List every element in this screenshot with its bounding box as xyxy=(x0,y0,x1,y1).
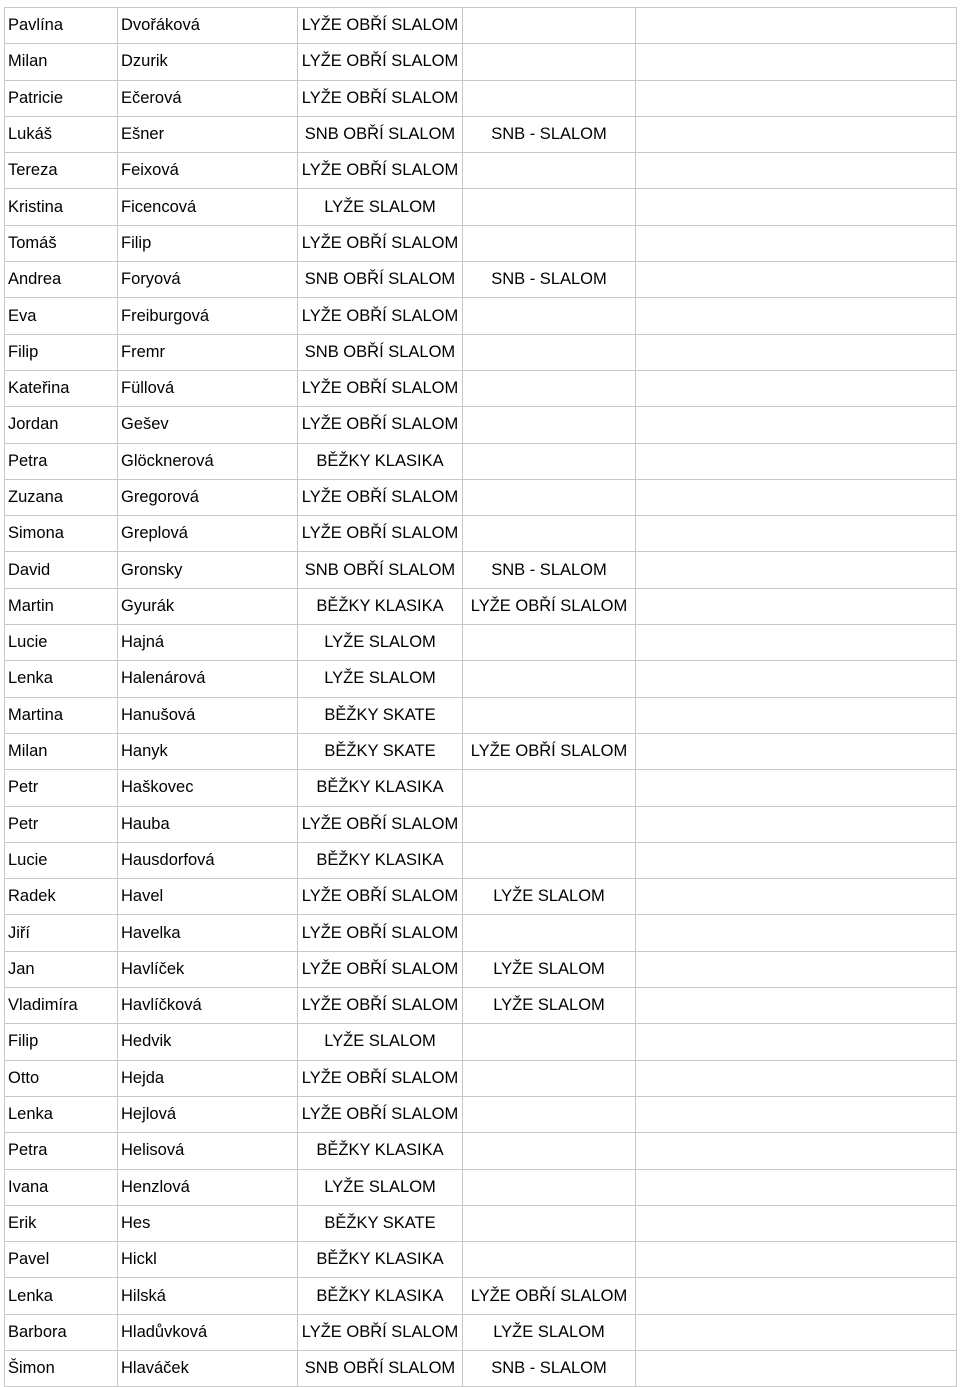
first-name-cell: Eva xyxy=(5,298,118,334)
last-name-cell: Glöcknerová xyxy=(118,443,298,479)
last-name-cell: Hausdorfová xyxy=(118,842,298,878)
empty-cell xyxy=(636,661,957,697)
primary-sport-cell: LYŽE OBŘÍ SLALOM xyxy=(298,951,463,987)
last-name-cell: Havlíčková xyxy=(118,988,298,1024)
empty-cell xyxy=(636,1133,957,1169)
primary-sport-cell: BĚŽKY KLASIKA xyxy=(298,1133,463,1169)
empty-cell xyxy=(636,262,957,298)
table-row xyxy=(5,80,957,116)
primary-sport-cell: BĚŽKY KLASIKA xyxy=(298,1278,463,1314)
primary-sport-cell: LYŽE OBŘÍ SLALOM xyxy=(298,153,463,189)
empty-cell xyxy=(636,8,957,44)
primary-sport-cell: LYŽE OBŘÍ SLALOM xyxy=(298,988,463,1024)
empty-cell xyxy=(636,770,957,806)
table-row xyxy=(5,915,957,951)
primary-sport-cell: LYŽE OBŘÍ SLALOM xyxy=(298,806,463,842)
table-row xyxy=(5,479,957,515)
secondary-sport-cell: LYŽE OBŘÍ SLALOM xyxy=(463,588,636,624)
empty-cell xyxy=(636,988,957,1024)
first-name-cell: Simona xyxy=(5,516,118,552)
last-name-cell: Haškovec xyxy=(118,770,298,806)
last-name-cell: Hanušová xyxy=(118,697,298,733)
table-row xyxy=(5,153,957,189)
last-name-cell: Helisová xyxy=(118,1133,298,1169)
primary-sport-cell: SNB OBŘÍ SLALOM xyxy=(298,116,463,152)
last-name-cell: Hejlová xyxy=(118,1096,298,1132)
empty-cell xyxy=(636,1314,957,1350)
last-name-cell: Füllová xyxy=(118,370,298,406)
last-name-cell: Feixová xyxy=(118,153,298,189)
table-row xyxy=(5,733,957,769)
first-name-cell: Lucie xyxy=(5,625,118,661)
secondary-sport-cell: SNB - SLALOM xyxy=(463,1350,636,1386)
table-row xyxy=(5,516,957,552)
first-name-cell: Šimon xyxy=(5,1350,118,1386)
secondary-sport-cell xyxy=(463,407,636,443)
secondary-sport-cell: LYŽE OBŘÍ SLALOM xyxy=(463,1278,636,1314)
secondary-sport-cell xyxy=(463,806,636,842)
first-name-cell: Otto xyxy=(5,1060,118,1096)
primary-sport-cell: SNB OBŘÍ SLALOM xyxy=(298,334,463,370)
table-body xyxy=(5,8,957,1387)
first-name-cell: Petra xyxy=(5,443,118,479)
first-name-cell: Tomáš xyxy=(5,225,118,261)
table-row xyxy=(5,1278,957,1314)
first-name-cell: Pavlína xyxy=(5,8,118,44)
empty-cell xyxy=(636,1060,957,1096)
table-row xyxy=(5,1024,957,1060)
table-row xyxy=(5,262,957,298)
first-name-cell: Filip xyxy=(5,334,118,370)
last-name-cell: Gregorová xyxy=(118,479,298,515)
table-row xyxy=(5,1169,957,1205)
primary-sport-cell: BĚŽKY KLASIKA xyxy=(298,842,463,878)
table-row xyxy=(5,697,957,733)
first-name-cell: Erik xyxy=(5,1205,118,1241)
empty-cell xyxy=(636,1205,957,1241)
primary-sport-cell: LYŽE OBŘÍ SLALOM xyxy=(298,8,463,44)
last-name-cell: Havelka xyxy=(118,915,298,951)
last-name-cell: Dvořáková xyxy=(118,8,298,44)
table-row xyxy=(5,842,957,878)
primary-sport-cell: LYŽE OBŘÍ SLALOM xyxy=(298,44,463,80)
first-name-cell: Jordan xyxy=(5,407,118,443)
empty-cell xyxy=(636,80,957,116)
first-name-cell: Pavel xyxy=(5,1242,118,1278)
secondary-sport-cell xyxy=(463,1024,636,1060)
first-name-cell: Patricie xyxy=(5,80,118,116)
table-row xyxy=(5,770,957,806)
secondary-sport-cell xyxy=(463,443,636,479)
table-row xyxy=(5,552,957,588)
table-row xyxy=(5,407,957,443)
last-name-cell: Foryová xyxy=(118,262,298,298)
empty-cell xyxy=(636,806,957,842)
first-name-cell: Milan xyxy=(5,733,118,769)
table-row xyxy=(5,334,957,370)
secondary-sport-cell xyxy=(463,44,636,80)
last-name-cell: Ficencová xyxy=(118,189,298,225)
first-name-cell: Jiří xyxy=(5,915,118,951)
secondary-sport-cell xyxy=(463,1096,636,1132)
first-name-cell: Lucie xyxy=(5,842,118,878)
table-row xyxy=(5,44,957,80)
secondary-sport-cell: LYŽE SLALOM xyxy=(463,988,636,1024)
first-name-cell: Lenka xyxy=(5,1278,118,1314)
first-name-cell: Martina xyxy=(5,697,118,733)
empty-cell xyxy=(636,516,957,552)
empty-cell xyxy=(636,298,957,334)
table-row xyxy=(5,1350,957,1386)
primary-sport-cell: LYŽE SLALOM xyxy=(298,189,463,225)
secondary-sport-cell xyxy=(463,370,636,406)
primary-sport-cell: LYŽE OBŘÍ SLALOM xyxy=(298,370,463,406)
primary-sport-cell: BĚŽKY SKATE xyxy=(298,697,463,733)
last-name-cell: Havlíček xyxy=(118,951,298,987)
primary-sport-cell: LYŽE OBŘÍ SLALOM xyxy=(298,80,463,116)
secondary-sport-cell xyxy=(463,661,636,697)
last-name-cell: Hickl xyxy=(118,1242,298,1278)
primary-sport-cell: LYŽE OBŘÍ SLALOM xyxy=(298,225,463,261)
last-name-cell: Freiburgová xyxy=(118,298,298,334)
primary-sport-cell: LYŽE OBŘÍ SLALOM xyxy=(298,479,463,515)
empty-cell xyxy=(636,1096,957,1132)
primary-sport-cell: LYŽE SLALOM xyxy=(298,1024,463,1060)
table-row xyxy=(5,806,957,842)
secondary-sport-cell: SNB - SLALOM xyxy=(463,116,636,152)
secondary-sport-cell xyxy=(463,1133,636,1169)
primary-sport-cell: SNB OBŘÍ SLALOM xyxy=(298,262,463,298)
last-name-cell: Ešner xyxy=(118,116,298,152)
empty-cell xyxy=(636,1278,957,1314)
primary-sport-cell: LYŽE OBŘÍ SLALOM xyxy=(298,1096,463,1132)
first-name-cell: Lenka xyxy=(5,661,118,697)
secondary-sport-cell: LYŽE SLALOM xyxy=(463,879,636,915)
table-row xyxy=(5,8,957,44)
first-name-cell: Petr xyxy=(5,806,118,842)
last-name-cell: Gyurák xyxy=(118,588,298,624)
primary-sport-cell: BĚŽKY SKATE xyxy=(298,733,463,769)
table-row xyxy=(5,443,957,479)
primary-sport-cell: LYŽE OBŘÍ SLALOM xyxy=(298,516,463,552)
secondary-sport-cell xyxy=(463,625,636,661)
empty-cell xyxy=(636,915,957,951)
secondary-sport-cell xyxy=(463,770,636,806)
empty-cell xyxy=(636,879,957,915)
primary-sport-cell: SNB OBŘÍ SLALOM xyxy=(298,1350,463,1386)
primary-sport-cell: LYŽE SLALOM xyxy=(298,1169,463,1205)
first-name-cell: Petra xyxy=(5,1133,118,1169)
secondary-sport-cell: SNB - SLALOM xyxy=(463,262,636,298)
secondary-sport-cell xyxy=(463,1242,636,1278)
empty-cell xyxy=(636,479,957,515)
table-row xyxy=(5,988,957,1024)
secondary-sport-cell xyxy=(463,697,636,733)
table-row xyxy=(5,879,957,915)
table-row xyxy=(5,225,957,261)
first-name-cell: Radek xyxy=(5,879,118,915)
table-row xyxy=(5,951,957,987)
secondary-sport-cell xyxy=(463,1060,636,1096)
table-row xyxy=(5,189,957,225)
secondary-sport-cell xyxy=(463,1169,636,1205)
primary-sport-cell: LYŽE OBŘÍ SLALOM xyxy=(298,1060,463,1096)
last-name-cell: Filip xyxy=(118,225,298,261)
empty-cell xyxy=(636,1024,957,1060)
primary-sport-cell: BĚŽKY KLASIKA xyxy=(298,1242,463,1278)
first-name-cell: Kristina xyxy=(5,189,118,225)
primary-sport-cell: BĚŽKY KLASIKA xyxy=(298,443,463,479)
primary-sport-cell: LYŽE OBŘÍ SLALOM xyxy=(298,915,463,951)
empty-cell xyxy=(636,1169,957,1205)
secondary-sport-cell: LYŽE SLALOM xyxy=(463,1314,636,1350)
empty-cell xyxy=(636,951,957,987)
table-row xyxy=(5,1060,957,1096)
table-row xyxy=(5,1205,957,1241)
last-name-cell: Dzurik xyxy=(118,44,298,80)
table-row xyxy=(5,370,957,406)
last-name-cell: Havel xyxy=(118,879,298,915)
first-name-cell: Ivana xyxy=(5,1169,118,1205)
first-name-cell: Lukáš xyxy=(5,116,118,152)
empty-cell xyxy=(636,116,957,152)
secondary-sport-cell xyxy=(463,1205,636,1241)
first-name-cell: Andrea xyxy=(5,262,118,298)
primary-sport-cell: LYŽE OBŘÍ SLALOM xyxy=(298,1314,463,1350)
first-name-cell: David xyxy=(5,552,118,588)
empty-cell xyxy=(636,552,957,588)
last-name-cell: Hajná xyxy=(118,625,298,661)
first-name-cell: Lenka xyxy=(5,1096,118,1132)
empty-cell xyxy=(636,697,957,733)
primary-sport-cell: SNB OBŘÍ SLALOM xyxy=(298,552,463,588)
empty-cell xyxy=(636,225,957,261)
first-name-cell: Kateřina xyxy=(5,370,118,406)
table-row xyxy=(5,625,957,661)
secondary-sport-cell xyxy=(463,298,636,334)
secondary-sport-cell xyxy=(463,153,636,189)
last-name-cell: Hanyk xyxy=(118,733,298,769)
last-name-cell: Hladůvková xyxy=(118,1314,298,1350)
secondary-sport-cell xyxy=(463,479,636,515)
last-name-cell: Hlaváček xyxy=(118,1350,298,1386)
empty-cell xyxy=(636,842,957,878)
secondary-sport-cell xyxy=(463,8,636,44)
first-name-cell: Barbora xyxy=(5,1314,118,1350)
last-name-cell: Hedvik xyxy=(118,1024,298,1060)
primary-sport-cell: LYŽE SLALOM xyxy=(298,661,463,697)
empty-cell xyxy=(636,334,957,370)
empty-cell xyxy=(636,1350,957,1386)
table-row xyxy=(5,1242,957,1278)
last-name-cell: Hejda xyxy=(118,1060,298,1096)
first-name-cell: Jan xyxy=(5,951,118,987)
table-row xyxy=(5,116,957,152)
registration-table xyxy=(4,7,957,1387)
secondary-sport-cell: SNB - SLALOM xyxy=(463,552,636,588)
last-name-cell: Hes xyxy=(118,1205,298,1241)
table-row xyxy=(5,588,957,624)
empty-cell xyxy=(636,1242,957,1278)
secondary-sport-cell: LYŽE SLALOM xyxy=(463,951,636,987)
first-name-cell: Milan xyxy=(5,44,118,80)
table-row xyxy=(5,661,957,697)
primary-sport-cell: BĚŽKY KLASIKA xyxy=(298,770,463,806)
primary-sport-cell: LYŽE OBŘÍ SLALOM xyxy=(298,407,463,443)
last-name-cell: Halenárová xyxy=(118,661,298,697)
secondary-sport-cell xyxy=(463,80,636,116)
primary-sport-cell: LYŽE OBŘÍ SLALOM xyxy=(298,879,463,915)
empty-cell xyxy=(636,189,957,225)
empty-cell xyxy=(636,625,957,661)
table-row xyxy=(5,1096,957,1132)
last-name-cell: Greplová xyxy=(118,516,298,552)
table-row xyxy=(5,1133,957,1169)
first-name-cell: Petr xyxy=(5,770,118,806)
first-name-cell: Tereza xyxy=(5,153,118,189)
last-name-cell: Henzlová xyxy=(118,1169,298,1205)
primary-sport-cell: BĚŽKY KLASIKA xyxy=(298,588,463,624)
last-name-cell: Hilská xyxy=(118,1278,298,1314)
table-row xyxy=(5,1314,957,1350)
last-name-cell: Fremr xyxy=(118,334,298,370)
first-name-cell: Martin xyxy=(5,588,118,624)
empty-cell xyxy=(636,407,957,443)
secondary-sport-cell xyxy=(463,189,636,225)
empty-cell xyxy=(636,588,957,624)
secondary-sport-cell xyxy=(463,915,636,951)
last-name-cell: Gronsky xyxy=(118,552,298,588)
primary-sport-cell: LYŽE OBŘÍ SLALOM xyxy=(298,298,463,334)
secondary-sport-cell xyxy=(463,516,636,552)
empty-cell xyxy=(636,443,957,479)
table-row xyxy=(5,298,957,334)
last-name-cell: Gešev xyxy=(118,407,298,443)
primary-sport-cell: BĚŽKY SKATE xyxy=(298,1205,463,1241)
first-name-cell: Zuzana xyxy=(5,479,118,515)
empty-cell xyxy=(636,370,957,406)
empty-cell xyxy=(636,733,957,769)
primary-sport-cell: LYŽE SLALOM xyxy=(298,625,463,661)
secondary-sport-cell xyxy=(463,842,636,878)
secondary-sport-cell xyxy=(463,225,636,261)
empty-cell xyxy=(636,153,957,189)
empty-cell xyxy=(636,44,957,80)
secondary-sport-cell: LYŽE OBŘÍ SLALOM xyxy=(463,733,636,769)
first-name-cell: Vladimíra xyxy=(5,988,118,1024)
last-name-cell: Ečerová xyxy=(118,80,298,116)
first-name-cell: Filip xyxy=(5,1024,118,1060)
last-name-cell: Hauba xyxy=(118,806,298,842)
secondary-sport-cell xyxy=(463,334,636,370)
